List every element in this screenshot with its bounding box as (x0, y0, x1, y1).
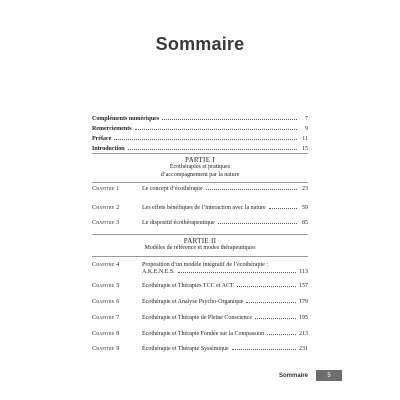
chapter-title: Écothérapie et Thérapies TCC et ACT (142, 283, 234, 289)
chapter-title: Le dispositif écothérapeutique (142, 220, 215, 226)
chapter-entry[interactable] (92, 331, 308, 337)
toc-entry[interactable] (92, 142, 308, 152)
part-subtitle: d’accompagnement par la nature (160, 171, 240, 178)
toc-entry-label: Préface (92, 136, 112, 142)
leader-dots (267, 334, 296, 335)
part-heading (92, 156, 308, 179)
chapter-title-continued: A.K.E.N.E.S. (142, 269, 175, 275)
toc-entry-page: 15 (302, 146, 308, 152)
chapter-title: Écothérapie et Thérapie Systémique (142, 346, 229, 352)
chapter-label: Chapitre 2 (92, 205, 120, 211)
footer-section-label: Sommaire (278, 372, 308, 379)
page-title: Sommaire (155, 34, 245, 54)
page-footer (279, 370, 342, 381)
chapter-label: Chapitre 4 (92, 262, 120, 268)
chapter-page: 85 (302, 220, 308, 226)
part-number: PARTIE I (185, 156, 215, 164)
chapter-label: Chapitre 7 (92, 315, 120, 321)
part-subtitle: Écothérapies et pratiques (169, 164, 231, 170)
chapter-label: Chapitre 9 (92, 346, 120, 352)
chapter-label: Chapitre 8 (92, 331, 120, 337)
part-number: PARTIE II (183, 237, 217, 245)
toc-entry[interactable] (92, 132, 308, 142)
chapter-entry[interactable] (92, 205, 308, 211)
chapter-page: 213 (299, 331, 308, 337)
leader-dots (135, 129, 297, 130)
toc-entry-page: 9 (305, 126, 308, 132)
chapter-title: Les effets bénéfiques de l’interaction avec la nature (142, 205, 266, 211)
part-subtitle: Modèles de référence et modes thérapeutiques (144, 245, 256, 251)
chapter-entry[interactable] (92, 220, 308, 226)
divider (92, 153, 308, 154)
toc-entry-page: 11 (302, 136, 308, 142)
chapter-page: 195 (299, 315, 308, 321)
chapter-title: Le concept d’écothérapie (142, 186, 203, 192)
chapter-entry[interactable] (92, 262, 308, 275)
leader-dots (237, 286, 296, 287)
leader-dots (218, 223, 297, 224)
part-heading (92, 237, 308, 253)
leader-dots (206, 189, 297, 190)
toc-entry-page: 7 (305, 116, 308, 122)
chapter-title: Écothérapie et Thérapie Fondée sur la Compassion (142, 331, 265, 337)
chapter-entry[interactable] (92, 283, 308, 289)
chapter-page: 59 (302, 205, 308, 211)
chapter-entry[interactable] (92, 315, 308, 321)
chapter-title: Écothérapie et Analyse Psycho-Organique (142, 299, 244, 305)
chapter-page: 157 (299, 283, 308, 289)
leader-dots (255, 318, 296, 319)
leader-dots (128, 149, 297, 150)
chapter-entry[interactable] (92, 346, 308, 352)
leader-dots (232, 349, 296, 350)
chapter-page: 23 (302, 186, 308, 192)
chapter-title: Proposition d’un modèle intégratif de l’écothérapie : (142, 262, 268, 268)
toc-entry-label: Compléments numériques (92, 116, 160, 122)
toc-entry-label: Introduction (92, 146, 125, 152)
chapter-page: 113 (299, 269, 308, 275)
page-number-box: 5 (316, 370, 342, 381)
chapter-label: Chapitre 5 (92, 283, 120, 289)
chapter-label: Chapitre 6 (92, 299, 120, 305)
leader-dots (114, 139, 297, 140)
chapter-entry[interactable] (92, 186, 308, 192)
divider (92, 256, 308, 257)
leader-dots (162, 119, 297, 120)
toc-entry[interactable] (92, 112, 308, 122)
chapter-entry[interactable] (92, 299, 308, 305)
divider (92, 182, 308, 183)
chapter-title: Écothérapie et Thérapie de Pleine Conscience (142, 315, 253, 321)
front-matter-list (92, 112, 308, 152)
chapter-label: Chapitre 3 (92, 220, 120, 226)
leader-dots (246, 302, 296, 303)
toc-entry-label: Remerciements (92, 126, 132, 132)
chapter-page: 179 (299, 299, 308, 305)
leader-dots (269, 208, 297, 209)
chapter-label: Chapitre 1 (92, 186, 120, 192)
chapter-page: 231 (299, 346, 308, 352)
leader-dots (178, 272, 297, 273)
toc-entry[interactable] (92, 122, 308, 132)
divider (92, 234, 308, 235)
